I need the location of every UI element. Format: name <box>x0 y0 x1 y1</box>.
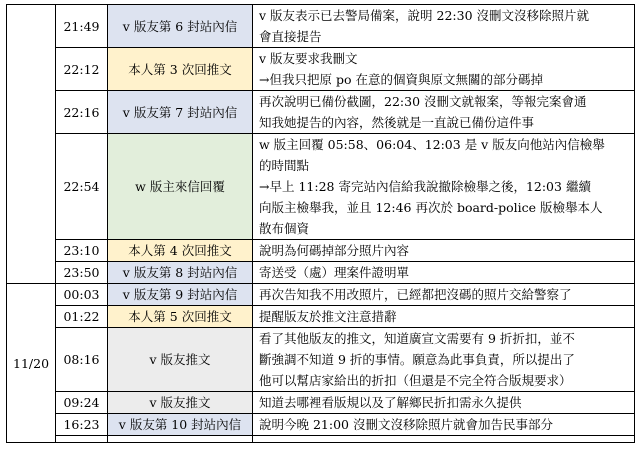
description-cell <box>253 240 635 262</box>
description-line: 說明為何碼掉部分照片內容 <box>259 243 410 258</box>
timeline-body <box>7 5 635 443</box>
table-row <box>7 134 635 240</box>
time-cell: 23:50 <box>56 262 108 284</box>
description-line: 再次說明已備份截圖，22:30 沒刪文就報案，等報完案會通 <box>259 94 587 109</box>
date-cell <box>7 5 56 284</box>
table-row <box>7 284 635 306</box>
event-cell: v 版友第 6 封站內信 <box>108 5 253 48</box>
time-cell: 01:22 <box>56 306 108 328</box>
description-cell <box>253 284 635 306</box>
description-cell <box>253 328 635 392</box>
time-cell: 00:03 <box>56 284 108 306</box>
description-line: 會直接提告 <box>259 29 322 44</box>
description-cell <box>253 48 635 91</box>
description-line: 再次告知我不用改照片，已經都把沒碼的照片交給警察了 <box>259 287 572 302</box>
time-cell: 21:49 <box>56 5 108 48</box>
description-line: →早上 11:28 寄完站內信給我說撤除檢舉之後，12:03 繼續 <box>259 179 591 194</box>
event-cell: 本人第 3 次回推文 <box>108 48 253 91</box>
time-cell: 22:12 <box>56 48 108 91</box>
time-cell: 22:54 <box>56 134 108 240</box>
description-cell <box>253 5 635 48</box>
table-row <box>7 48 635 91</box>
description-line: →但我只把原 po 在意的個資與原文無關的部分碼掉 <box>259 72 543 87</box>
time-cell: 23:10 <box>56 240 108 262</box>
description-line: v 版友表示已去警局備案，說明 22:30 沒刪文沒移除照片就 <box>259 8 590 23</box>
event-cell: 本人第 5 次回推文 <box>108 306 253 328</box>
time-cell: 08:16 <box>56 328 108 392</box>
time-cell: 22:16 <box>56 91 108 134</box>
table-end-row <box>7 436 635 443</box>
description-line: 散布個資 <box>259 221 310 236</box>
empty-cell <box>56 436 108 443</box>
table-row <box>7 392 635 414</box>
description-line: 斷強調不知道 9 折的事情。願意為此事負責，所以提出了 <box>259 352 575 367</box>
event-cell: v 版友推文 <box>108 328 253 392</box>
description-line: 的時間點 <box>259 158 310 173</box>
description-cell <box>253 414 635 436</box>
description-cell <box>253 91 635 134</box>
description-cell <box>253 134 635 240</box>
table-row <box>7 328 635 392</box>
description-line: 說明今晚 21:00 沒刪文沒移除照片就會加告民事部分 <box>259 417 553 432</box>
table-row <box>7 306 635 328</box>
empty-cell <box>108 436 253 443</box>
time-cell: 09:24 <box>56 392 108 414</box>
date-cell: 11/20 <box>7 284 56 443</box>
description-line: 知道去哪裡看版規以及了解鄉民折扣需永久提供 <box>259 395 522 410</box>
table-row <box>7 240 635 262</box>
event-cell: w 版主來信回覆 <box>108 134 253 240</box>
description-cell <box>253 392 635 414</box>
event-cell: v 版友第 8 封站內信 <box>108 262 253 284</box>
event-cell: 本人第 4 次回推文 <box>108 240 253 262</box>
table-row <box>7 5 635 48</box>
empty-cell <box>253 436 635 443</box>
description-line: v 版友要求我刪文 <box>259 51 358 66</box>
description-line: 寄送受（處）理案件證明單 <box>259 265 410 280</box>
description-line: w 版主回覆 05:58、06:04、12:03 是 v 版友向他站內信檢舉 <box>259 137 605 152</box>
table-row <box>7 91 635 134</box>
table-row <box>7 262 635 284</box>
description-line: 他可以幫店家給出的折扣（但還是不完全符合版規要求） <box>259 373 572 388</box>
description-line: 知我她提告的內容，然後就是一直說已備份這件事 <box>259 115 535 130</box>
description-cell <box>253 306 635 328</box>
description-line: 看了其他版友的推文，知道廣宣文需要有 9 折折扣，並不 <box>259 331 575 346</box>
description-line: 提醒版友於推文注意措辭 <box>259 309 397 324</box>
event-cell: v 版友第 10 封站內信 <box>108 414 253 436</box>
description-cell <box>253 262 635 284</box>
description-line: 向版主檢舉我，並且 12:46 再次於 board-police 版檢舉本人 <box>259 200 603 215</box>
time-cell: 16:23 <box>56 414 108 436</box>
event-cell: v 版友推文 <box>108 392 253 414</box>
timeline-table <box>6 4 635 443</box>
table-row <box>7 414 635 436</box>
event-cell: v 版友第 7 封站內信 <box>108 91 253 134</box>
event-cell: v 版友第 9 封站內信 <box>108 284 253 306</box>
